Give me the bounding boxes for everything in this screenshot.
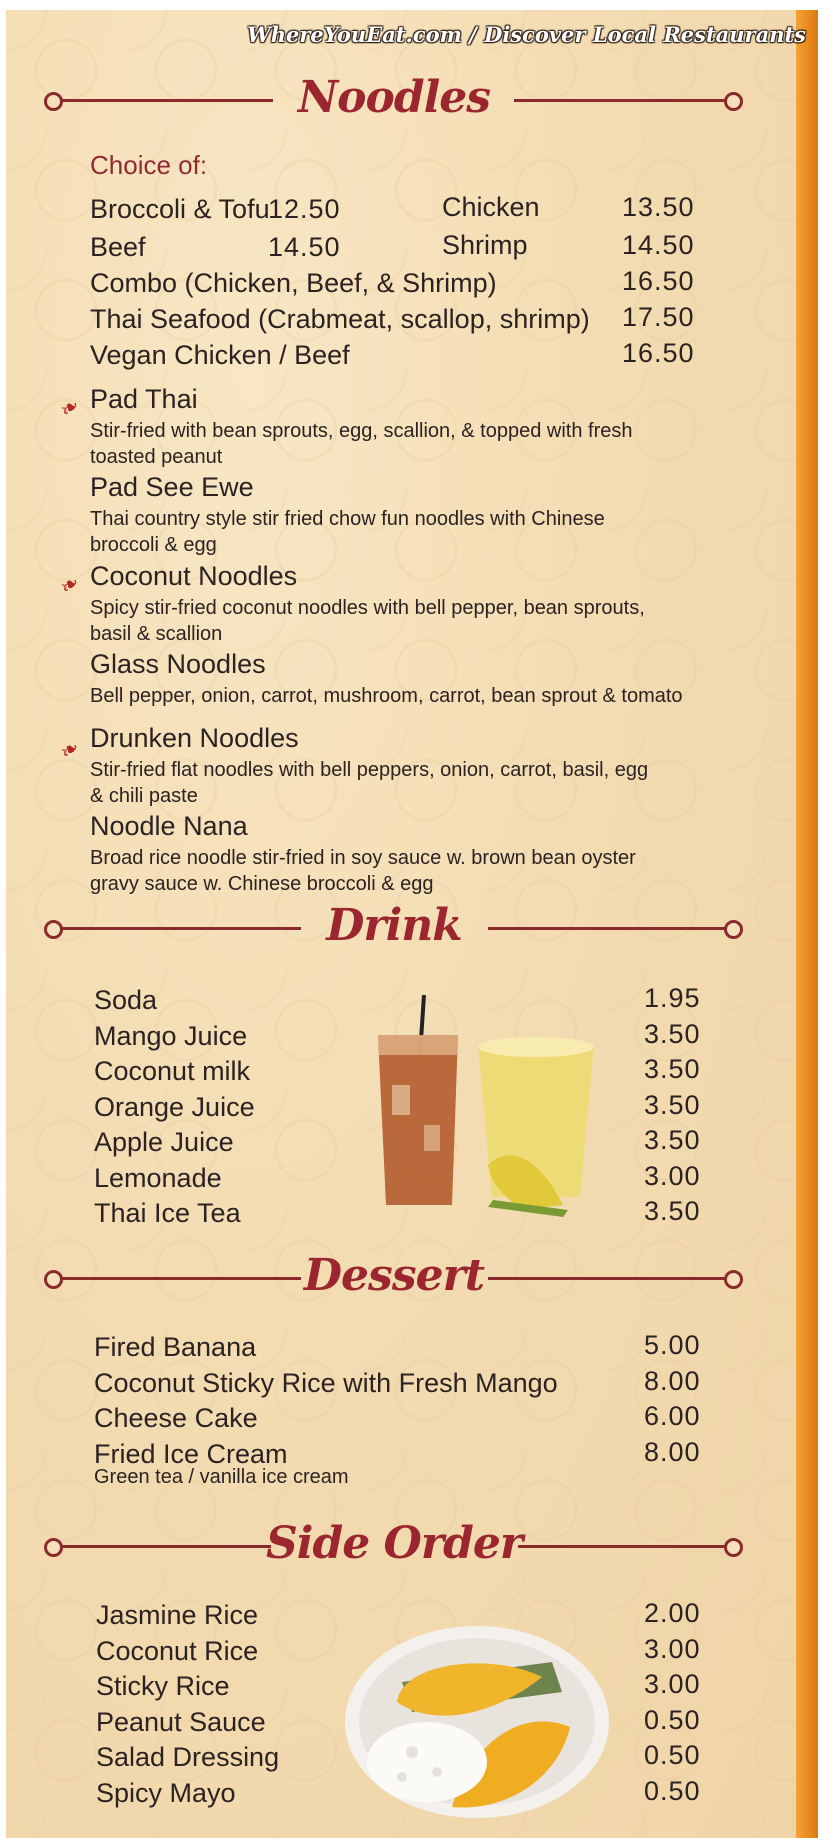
dish-description: Spicy stir-fried coconut noodles with bell pepper, bean sprouts, (90, 597, 645, 619)
drink-item-name: Coconut milk (94, 1056, 251, 1086)
orange-edge-stripe (796, 10, 818, 1838)
choice-price: 14.50 (622, 230, 695, 260)
choice-name: Chicken (442, 192, 540, 222)
choice-price: 16.50 (622, 338, 695, 368)
side-order-item-name: Peanut Sauce (96, 1706, 266, 1737)
choice-price: 16.50 (622, 266, 695, 296)
drink-item-name: Soda (94, 985, 158, 1015)
dish-description: toasted peanut (90, 446, 223, 468)
dish-description: Stir-fried with bean sprouts, egg, scallion, & topped with fresh (90, 420, 633, 442)
choice-price: 14.50 (268, 232, 341, 262)
dessert-item-price: 8.00 (644, 1436, 701, 1467)
section-title: Side Order (265, 1518, 523, 1569)
side-order-item-name: Salad Dressing (96, 1742, 280, 1772)
dessert-item-price: 8.00 (644, 1365, 701, 1396)
side-order-item-price: 2.00 (644, 1598, 701, 1628)
dessert-item-price: 6.00 (644, 1401, 701, 1431)
dessert-header (44, 1250, 744, 1301)
dish-name: Pad Thai (90, 384, 198, 414)
choice-name: Combo (Chicken, Beef, & Shrimp) (90, 268, 497, 298)
drink-item-price: 3.50 (644, 1125, 701, 1155)
drink-item-price: 3.50 (644, 1018, 701, 1049)
choice-price: 13.50 (622, 192, 695, 222)
chili-icon: ❧ (55, 569, 85, 602)
drink-item-price: 3.00 (644, 1160, 701, 1191)
side-order-item-price: 3.00 (644, 1669, 701, 1699)
side-order-item-price: 0.50 (644, 1704, 701, 1735)
noodles-header (44, 72, 744, 123)
drink-item-price: 3.50 (644, 1089, 701, 1120)
dessert-note: Green tea / vanilla ice cream (94, 1466, 349, 1488)
dish-description: Bell pepper, onion, carrot, mushroom, carrot, bean sprout & tomato (90, 685, 683, 707)
dessert-item-name: Fried Ice Cream (94, 1438, 288, 1469)
section-title: Dessert (303, 1250, 485, 1301)
dessert-item-name: Cheese Cake (94, 1403, 258, 1433)
drink-item-name: Mango Juice (94, 1020, 248, 1051)
dish-description: basil & scallion (90, 623, 223, 645)
choice-price: 17.50 (622, 302, 695, 332)
choice-name: Beef (90, 232, 146, 262)
choice-price: 12.50 (268, 194, 341, 224)
dessert-item-name: Coconut Sticky Rice with Fresh Mango (94, 1367, 558, 1398)
dish-name: Glass Noodles (90, 649, 266, 679)
dish-description: broccoli & egg (90, 534, 217, 556)
chili-icon: ❧ (55, 734, 85, 767)
side-order-item-name: Sticky Rice (96, 1671, 230, 1701)
side-order-header (44, 1518, 744, 1569)
dessert-item-name: Fired Banana (94, 1332, 257, 1362)
side-order-item-name: Coconut Rice (96, 1635, 259, 1666)
menu-page (6, 10, 818, 1838)
drink-item-name: Lemonade (94, 1162, 222, 1193)
choice-name: Broccoli & Tofu (90, 194, 270, 224)
section-title: Noodles (297, 72, 491, 123)
choice-name: Vegan Chicken / Beef (90, 340, 350, 370)
dessert-item-price: 5.00 (644, 1330, 701, 1360)
side-order-item-name: Jasmine Rice (96, 1600, 259, 1630)
side-order-item-name: Spicy Mayo (96, 1777, 236, 1808)
dish-description: gravy sauce w. Chinese broccoli & egg (90, 873, 434, 895)
choice-label: Choice of: (90, 150, 208, 180)
drink-item-name: Apple Juice (94, 1127, 234, 1157)
mango-sticky-rice-photo (342, 1622, 612, 1822)
drinks-photo (368, 995, 608, 1225)
side-order-item-price: 3.00 (644, 1633, 701, 1664)
choice-name: Thai Seafood (Crabmeat, scallop, shrimp) (90, 304, 590, 334)
dish-name: Coconut Noodles (90, 561, 298, 591)
side-order-item-price: 0.50 (644, 1740, 701, 1770)
dish-description: & chili paste (90, 785, 198, 807)
dish-description: Broad rice noodle stir-fried in soy sauce w. brown bean oyster (90, 847, 636, 869)
choice-name: Shrimp (442, 230, 528, 260)
chili-icon: ❧ (55, 392, 85, 425)
drink-item-name: Orange Juice (94, 1091, 255, 1122)
dish-name: Noodle Nana (90, 811, 248, 841)
drink-item-price: 3.50 (644, 1054, 701, 1084)
side-order-item-price: 0.50 (644, 1775, 701, 1806)
drink-item-name: Thai Ice Tea (94, 1198, 241, 1228)
dish-name: Drunken Noodles (90, 723, 299, 753)
drink-header (44, 900, 744, 951)
dish-description: Thai country style stir fried chow fun noodles with Chinese (90, 508, 605, 530)
site-watermark: WhereYouEat.com / Discover Local Restaurants (247, 22, 806, 47)
section-title: Drink (326, 900, 462, 951)
drink-item-price: 1.95 (644, 983, 701, 1013)
dish-description: Stir-fried flat noodles with bell peppers, onion, carrot, basil, egg (90, 759, 649, 781)
dish-name: Pad See Ewe (90, 472, 254, 502)
drink-item-price: 3.50 (644, 1196, 701, 1226)
